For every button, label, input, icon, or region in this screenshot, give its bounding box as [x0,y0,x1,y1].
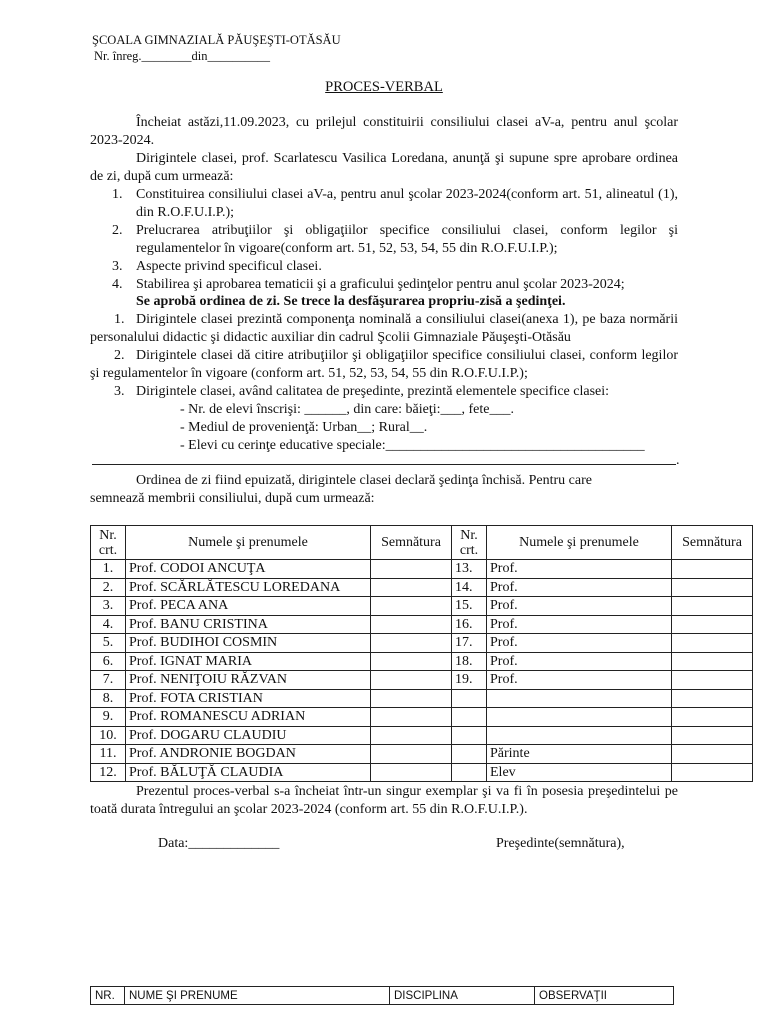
cell-nr: 8. [91,689,126,708]
header-signature-2: Semnătura [672,526,753,560]
agenda-item [112,276,678,294]
annex-table [90,986,674,1005]
president-signature: Preşedinte(semnătura), [496,836,625,851]
cell-signature [371,726,452,745]
cell-name: Prof. BANU CRISTINA [126,615,371,634]
agenda-item-text: Stabilirea şi aprobarea tematicii şi a graficului şedinţelor pentru anul şcolar 2023-2024; [136,277,625,292]
school-name: ŞCOALA GIMNAZIALĂ PĂUŞEŞTI-OTĂSĂU [92,33,341,47]
cell-name-2: Prof. [487,597,672,616]
header-name-2: Numele şi prenumele [487,526,672,560]
cell-nr: 6. [91,652,126,671]
class-detail-special-needs: - Elevi cu cerinţe educative speciale:_____________________________________ [180,438,645,453]
proceeding-text: Dirigintele clasei, având calitatea de preşedinte, prezintă elementele specifice clasei: [136,384,610,399]
cell-signature [371,708,452,727]
class-detail-origin: - Mediul de provenienţă: Urban__; Rural__. [180,420,428,435]
cell-name: Prof. PECA ANA [126,597,371,616]
table-row [91,671,753,690]
agenda-item-number: 3. [112,259,123,274]
agenda-item-text: Aspecte privind specificul clasei. [136,259,322,274]
cell-signature-2 [672,560,753,579]
registration-number: Nr. înreg.________din__________ [94,49,271,63]
cell-nr-2: 18. [452,652,487,671]
cell-name: Prof. ANDRONIE BOGDAN [126,745,371,764]
proceeding-text: Dirigintele clasei dă citire atribuţiilor şi obligaţiilor specifice consiliului clasei, conform legilor şi regulamentelor în vigoare (conform art. 51, 52, 53, 54, 55 din R.O.F.U.I.P.); [90,348,678,381]
table-row [91,726,753,745]
cell-signature [371,652,452,671]
cell-signature [371,560,452,579]
cell-signature-2 [672,689,753,708]
cell-nr-2: 16. [452,615,487,634]
cell-name: Prof. CODOI ANCUŢA [126,560,371,579]
cell-nr-2: 17. [452,634,487,653]
cell-signature-2 [672,652,753,671]
table-row [91,578,753,597]
agenda-item [112,222,678,258]
proceeding-item [90,311,678,347]
proceeding-number: 1. [114,312,125,327]
annex-header-nr: NR. [91,987,125,1005]
blank-line [92,464,676,465]
proceeding-item [90,383,678,401]
cell-name-2: Prof. [487,560,672,579]
cell-signature [371,615,452,634]
cell-name-2: Prof. [487,634,672,653]
proceeding-number: 2. [114,348,125,363]
table-row [91,745,753,764]
table-row [91,708,753,727]
proceeding-number: 3. [114,384,125,399]
header-name: Numele şi prenumele [126,526,371,560]
cell-signature-2 [672,763,753,782]
annex-header-row [91,987,674,1005]
cell-nr: 12. [91,763,126,782]
cell-nr-2: 15. [452,597,487,616]
agenda-item-text: Prelucrarea atribuţiilor şi obligaţiilor specifice consiliului clasei, conform legilor şi regulamentelor în vigoare(conform art. 51, 52, 53, 54, 55 din R.O.F.U.I.P.); [136,223,678,256]
cell-nr-2: 14. [452,578,487,597]
cell-name: Prof. FOTA CRISTIAN [126,689,371,708]
cell-signature-2 [672,726,753,745]
cell-name-2 [487,708,672,727]
cell-name: Prof. BUDIHOI COSMIN [126,634,371,653]
cell-nr: 11. [91,745,126,764]
signature-table-body [91,560,753,782]
document-title: PROCES-VERBAL [325,79,443,95]
table-row [91,615,753,634]
annex-header-observations: OBSERVAŢII [535,987,674,1005]
cell-signature-2 [672,578,753,597]
cell-nr-2: 19. [452,671,487,690]
date-field: Data:_____________ [158,836,280,851]
cell-signature-2 [672,615,753,634]
agenda-item-text: Constituirea consiliului clasei aV-a, pentru anul şcolar 2023-2024(conform art. 51, alineatul (1), din R.O.F.U.I.P.); [136,187,678,220]
annex-header-discipline: DISCIPLINA [390,987,535,1005]
cell-name-2: Părinte [487,745,672,764]
proceeding-text: Dirigintele clasei prezintă componenţa nominală a consiliului clasei(anexa 1), pe baza normării personalului didactic şi didactic auxiliar din cadrul Şcolii Gimnaziale Păuşeşti-Otăsău [90,312,678,345]
table-row [91,763,753,782]
intro-paragraph: Încheiat astăzi,11.09.2023, cu prilejul constituirii consiliului clasei aV-a, pentru anul şcolar 2023-2024. [90,115,678,148]
proceeding-item [90,347,678,383]
cell-nr-2 [452,726,487,745]
agenda-item-number: 2. [112,223,123,238]
cell-signature [371,597,452,616]
cell-name: Prof. BĂLUŢĂ CLAUDIA [126,763,371,782]
cell-signature-2 [672,708,753,727]
cell-nr-2 [452,763,487,782]
cell-name-2: Prof. [487,652,672,671]
cell-nr: 9. [91,708,126,727]
cell-name: Prof. DOGARU CLAUDIU [126,726,371,745]
header-nr: Nr. crt. [91,526,126,560]
header-nr-2: Nr. crt. [452,526,487,560]
cell-nr: 4. [91,615,126,634]
cell-name-2: Elev [487,763,672,782]
cell-signature [371,634,452,653]
agenda-item [112,186,678,222]
cell-name-2: Prof. [487,671,672,690]
cell-nr: 1. [91,560,126,579]
cell-nr-2 [452,689,487,708]
cell-signature [371,763,452,782]
cell-name: Prof. ROMANESCU ADRIAN [126,708,371,727]
class-detail-enrolled: - Nr. de elevi înscrişi: ______, din care: băieţi:___, fete___. [180,402,514,417]
table-row [91,634,753,653]
table-row [91,689,753,708]
cell-signature [371,671,452,690]
cell-nr: 7. [91,671,126,690]
cell-name: Prof. NENIŢOIU RĂZVAN [126,671,371,690]
agenda-item [112,258,678,276]
agenda-approval: Se aprobă ordinea de zi. Se trece la desfăşurarea propriu-zisă a şedinţei. [136,294,566,309]
signature-table [90,525,753,782]
cell-name: Prof. IGNAT MARIA [126,652,371,671]
table-row [91,597,753,616]
cell-nr-2: 13. [452,560,487,579]
table-row [91,652,753,671]
cell-signature-2 [672,745,753,764]
cell-name-2 [487,689,672,708]
cell-signature-2 [672,634,753,653]
agenda-item-number: 4. [112,277,123,292]
agenda-intro: Dirigintele clasei, prof. Scarlatescu Vasilica Loredana, anunţă şi supune spre aprobare ordinea de zi, după cum urmează: [90,151,678,184]
cell-nr: 5. [91,634,126,653]
cell-signature [371,745,452,764]
final-note: Prezentul proces-verbal s-a încheiat într-un singur exemplar şi va fi în posesia preşedintelui pe toată durata întregului an şcolar 2023-2024 (conform art. 55 din R.O.F.U.I.P.). [90,784,678,817]
cell-name-2: Prof. [487,615,672,634]
annex-header-name: NUME ŞI PRENUME [125,987,390,1005]
cell-signature-2 [672,597,753,616]
cell-nr-2 [452,745,487,764]
cell-signature [371,578,452,597]
cell-nr: 10. [91,726,126,745]
cell-nr: 3. [91,597,126,616]
agenda-item-number: 1. [112,187,123,202]
header-signature: Semnătura [371,526,452,560]
blank-line-end: . [676,453,680,468]
cell-name-2 [487,726,672,745]
cell-nr: 2. [91,578,126,597]
cell-signature-2 [672,671,753,690]
closing-paragraph: Ordinea de zi fiind epuizată, dirigintele clasei declară şedinţa închisă. Pentru care semnează membrii consiliului, după cum urmează: [90,473,592,506]
cell-nr-2 [452,708,487,727]
table-header-row [91,526,753,560]
cell-name-2: Prof. [487,578,672,597]
cell-signature [371,689,452,708]
cell-name: Prof. SCĂRLĂTESCU LOREDANA [126,578,371,597]
table-row [91,560,753,579]
